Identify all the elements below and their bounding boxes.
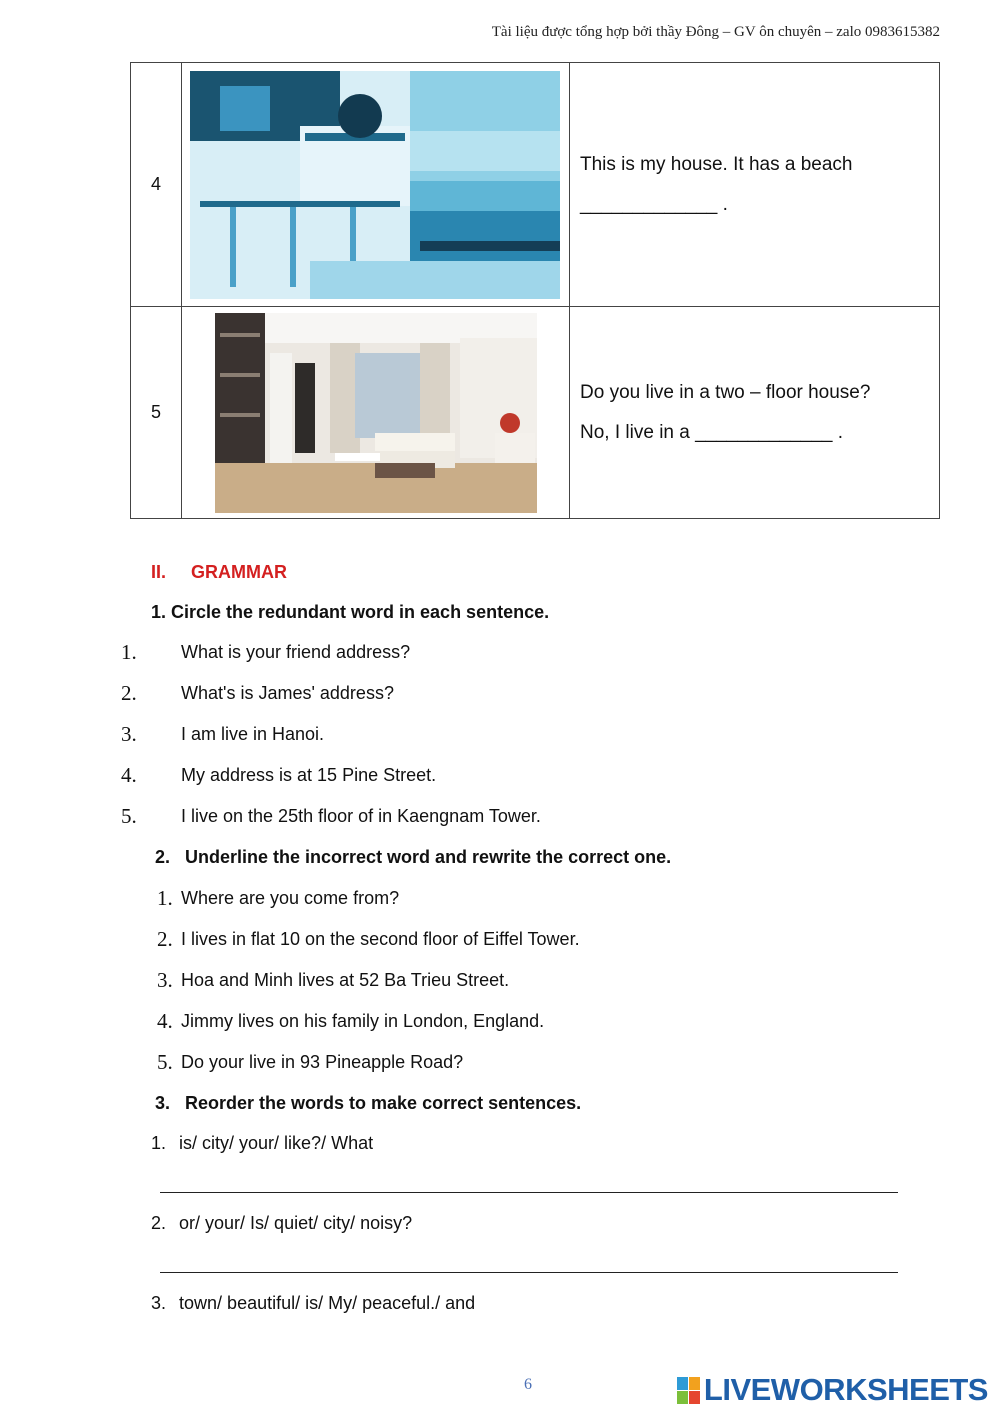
sentence-cell [570, 307, 940, 519]
item-text: Hoa and Minh lives at 52 Ba Trieu Street. [181, 970, 510, 990]
item-text: is/ city/ your/ like?/ What [179, 1133, 374, 1153]
item-number: 2. [157, 927, 173, 951]
item-text: Where are you come from? [181, 888, 400, 908]
item-number: 2. [151, 1213, 167, 1233]
living-room-photo [182, 307, 570, 519]
item-number: 4. [121, 763, 137, 787]
liveworksheets-logo[interactable] [677, 1372, 988, 1408]
answer-line[interactable] [160, 1192, 898, 1193]
item-text: Do your live in 93 Pineapple Road? [181, 1052, 464, 1072]
row-number: 4 [131, 63, 182, 307]
exercise-3-title: 3. Reorder the words to make correct sentences. [155, 1093, 582, 1113]
brand-name: LIVEWORKSHEETS [703, 1372, 988, 1407]
table-row [131, 63, 940, 307]
item-number: 1. [151, 1133, 167, 1153]
section-name: GRAMMAR [191, 562, 287, 582]
page-header: Tài liệu được tổng hợp bởi thầy Đông – GV ôn chuyên – zalo 0983615382 [491, 24, 940, 40]
item-number: 5. [157, 1050, 173, 1074]
item-number: 3. [151, 1293, 167, 1313]
list-item [151, 1213, 412, 1234]
list-item [151, 1293, 475, 1314]
item-text: Jimmy lives on his family in London, England. [181, 1011, 545, 1031]
exercise-2-title: 2. Underline the incorrect word and rewrite the correct one. [155, 847, 672, 867]
blank-line: No, I live in a _____________ . [580, 421, 844, 443]
answer-line[interactable] [160, 1272, 898, 1273]
item-number: 3. [157, 968, 173, 992]
sentence-line: Do you live in a two – floor house? [580, 381, 871, 403]
exercise-1-title: 1. Circle the redundant word in each sentence. [151, 602, 550, 622]
sentence-cell [570, 63, 940, 307]
item-number: 3. [121, 722, 137, 746]
item-text: or/ your/ Is/ quiet/ city/ noisy? [179, 1213, 413, 1233]
logo-blocks-icon [677, 1377, 700, 1404]
item-text: What is your friend address? [181, 642, 411, 662]
item-number: 1. [157, 886, 173, 910]
blank-line: _____________ . [580, 193, 728, 215]
item-text: I am live in Hanoi. [181, 724, 325, 744]
item-number: 2. [121, 681, 137, 705]
page-number: 6 [524, 1376, 532, 1393]
item-number: 4. [157, 1009, 173, 1033]
item-text: What's is James' address? [181, 683, 394, 703]
table-row [131, 307, 940, 519]
section-numeral: II. [151, 562, 167, 582]
row-number: 5 [131, 307, 182, 519]
sentence-line: This is my house. It has a beach [580, 153, 853, 175]
section-title [151, 562, 287, 583]
beach-house-photo [182, 63, 570, 307]
item-number: 5. [121, 804, 137, 828]
item-text: I lives in flat 10 on the second floor of Eiffel Tower. [181, 929, 580, 949]
item-number: 1. [121, 640, 137, 664]
item-text: town/ beautiful/ is/ My/ peaceful./ and [179, 1293, 476, 1313]
list-item [151, 1133, 373, 1154]
vocabulary-table [130, 62, 940, 519]
item-text: My address is at 15 Pine Street. [181, 765, 437, 785]
item-text: I live on the 25th floor of in Kaengnam Tower. [181, 806, 541, 826]
